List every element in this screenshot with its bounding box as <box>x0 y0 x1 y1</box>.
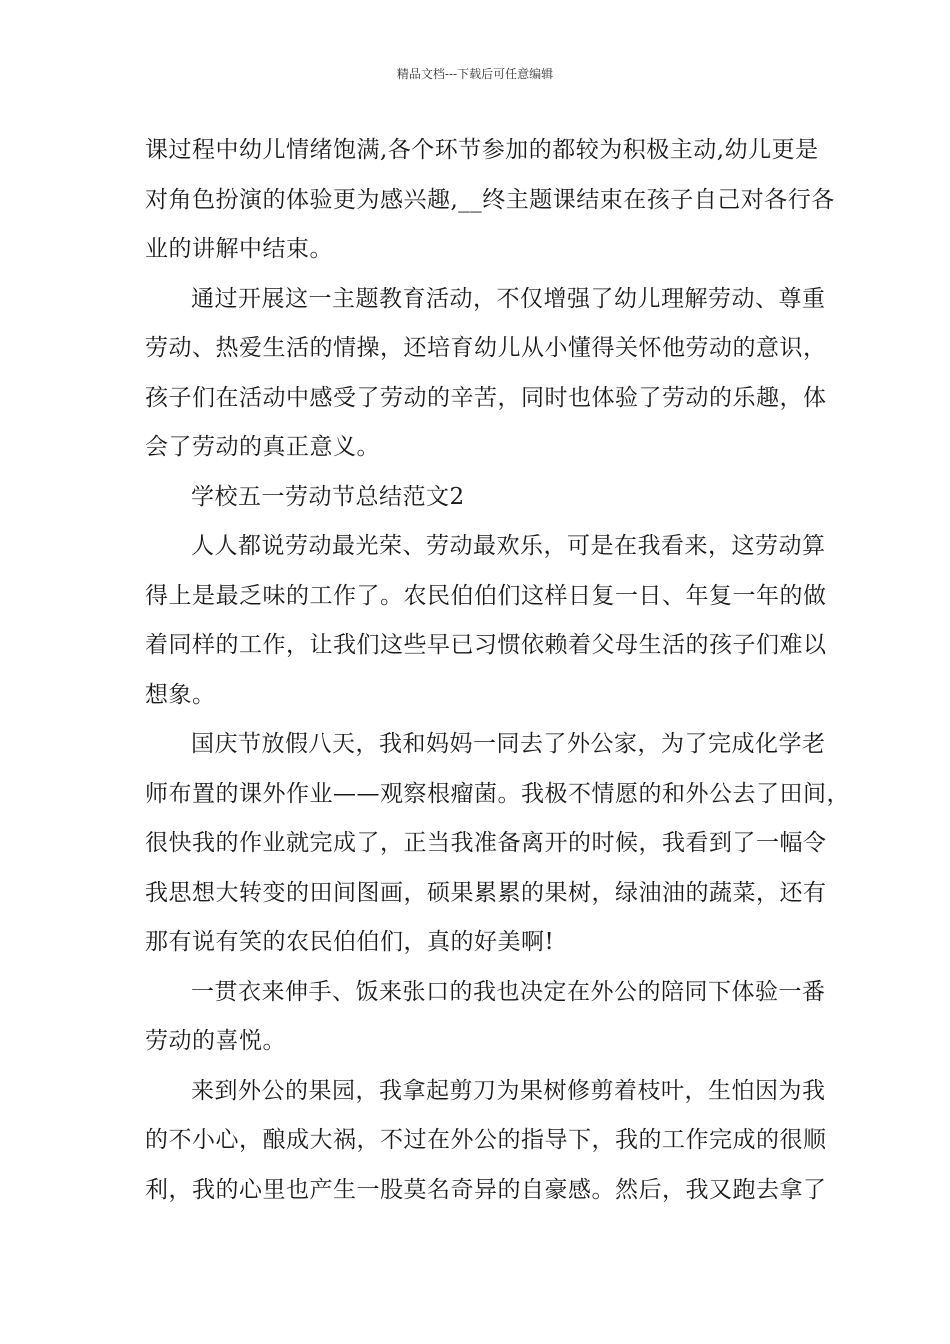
text-line: 一贯衣来伸手、饭来张口的我也决定在外公的陪同下体验一番 <box>191 978 826 1005</box>
text-line: 利，我的心里也产生一股莫名奇异的自豪感。然后，我又跑去拿了 <box>145 1176 827 1203</box>
text-line: 的不小心，酿成大祸，不过在外公的指导下，我的工作完成的很顺 <box>145 1127 827 1153</box>
text-line: 会了劳动的真正意义。 <box>145 434 380 460</box>
text-line: 得上是最乏味的工作了。农民伯伯们这样日复一日、年复一年的做 <box>145 582 827 609</box>
page-header: 精品文档---下载后可任意编辑 <box>396 67 554 81</box>
text-line: 孩子们在活动中感受了劳动的辛苦，同时也体验了劳动的乐趣，体 <box>145 384 827 411</box>
text-line: 业的讲解中结束。 <box>145 236 333 262</box>
text-line: 着同样的工作，让我们这些早已习惯依赖着父母生活的孩子们难以 <box>145 632 827 658</box>
text-line: 人人都说劳动最光荣、劳动最欢乐，可是在我看来，这劳动算 <box>191 533 826 559</box>
document-body <box>145 126 850 1215</box>
text-line: 想象。 <box>145 681 216 708</box>
text-line: 师布置的课外作业——观察根瘤菌。我极不情愿的和外公去了田间， <box>145 780 850 807</box>
text-line: 劳动、热爱生活的情操，还培育幼儿从小懂得关怀他劳动的意识， <box>145 335 827 361</box>
section-heading: 学校五一劳动节总结范文2 <box>191 483 465 510</box>
text-line: 对角色扮演的体验更为感兴趣,__终主题课结束在孩子自己对各行各 <box>145 186 835 213</box>
text-line: 很快我的作业就完成了，正当我准备离开的时候，我看到了一幅令 <box>145 830 827 856</box>
text-line: 国庆节放假八天，我和妈妈一同去了外公家，为了完成化学老 <box>191 731 826 757</box>
text-line: 我思想大转变的田间图画，硕果累累的果树，绿油油的蔬菜，还有 <box>145 879 827 906</box>
text-line: 那有说有笑的农民伯伯们，真的好美啊! <box>145 929 555 955</box>
text-line: 来到外公的果园，我拿起剪刀为果树修剪着枝叶，生怕因为我 <box>191 1077 826 1104</box>
text-line: 劳动的喜悦。 <box>145 1028 286 1054</box>
text-line: 课过程中幼儿情绪饱满,各个环节参加的都较为积极主动,幼儿更是 <box>145 137 819 163</box>
text-line: 通过开展这一主题教育活动，不仅增强了幼儿理解劳动、尊重 <box>191 285 826 312</box>
